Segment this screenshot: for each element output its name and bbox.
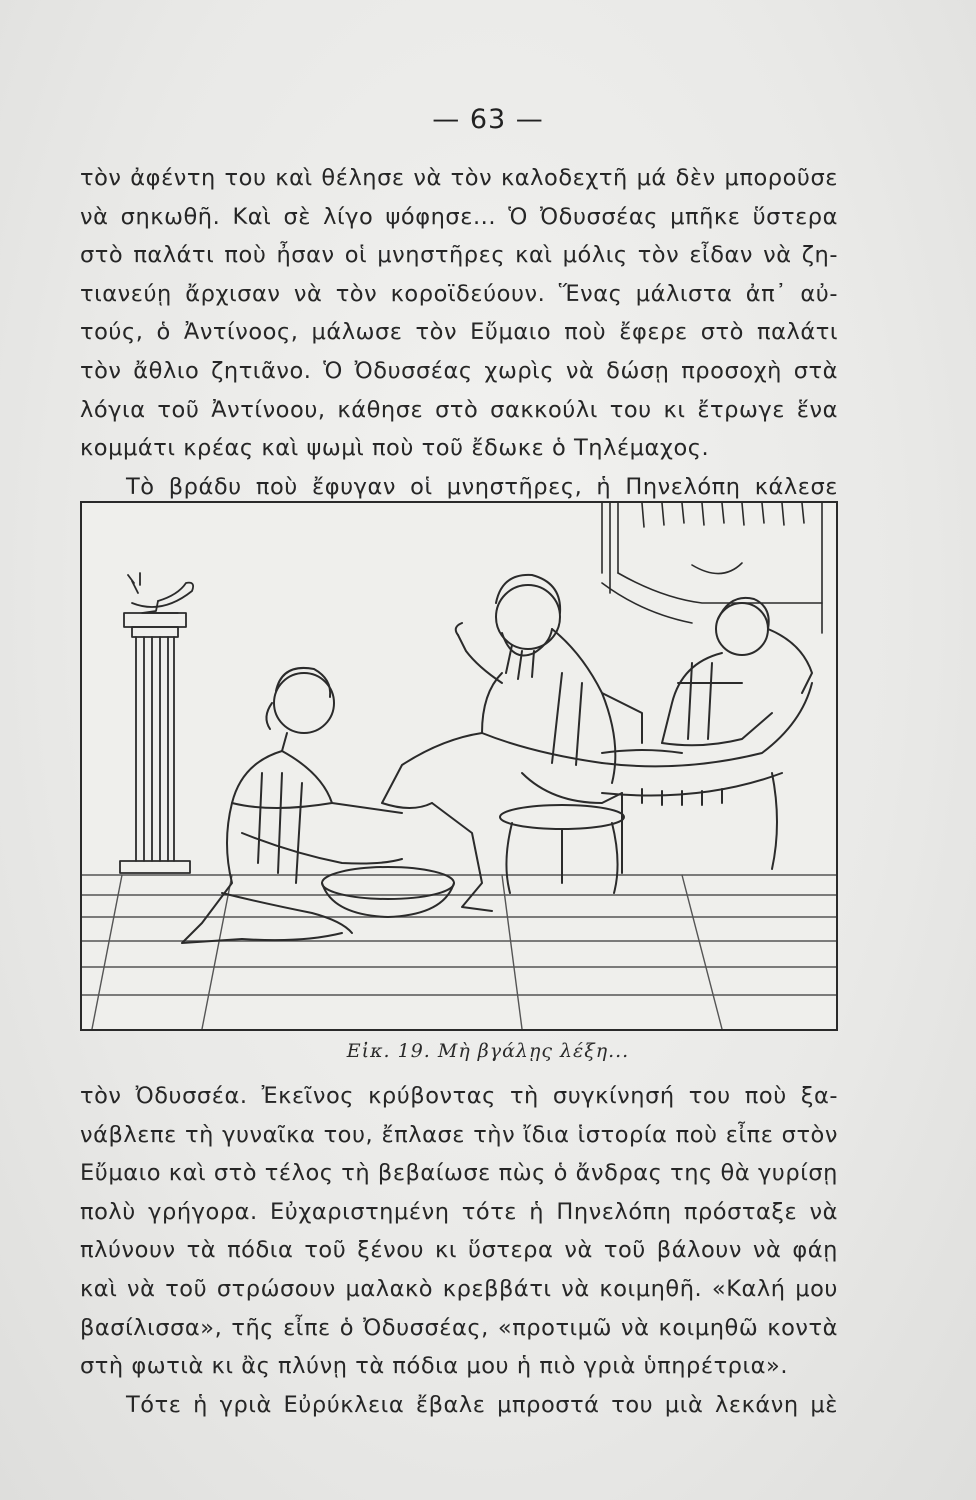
reclining-penelope [602, 598, 812, 753]
text-line: τούς, ὁ Ἀντίνοος, μάλωσε τὸν Εὔμαιο ποὺ ἔφερε στὸ παλάτι [80, 319, 838, 346]
text-line: πλύνουν τὰ πόδια τοῦ ξένου κι ὕστερα νὰ τοῦ βάλουν νὰ φάῃ [80, 1237, 838, 1264]
text-line: βασίλισσα», τῆς εἶπε ὁ Ὀδυσσέας, «προτιμῶ νὰ κοιμηθῶ κοντὰ [80, 1314, 838, 1341]
seated-odysseus [382, 575, 642, 911]
text-line: νὰ σηκωθῆ. Καὶ σὲ λίγο ψόφησε... Ὁ Ὀδυσσέας μπῆκε ὕστερα [80, 203, 838, 230]
floor-hatching [82, 875, 836, 1029]
curtain [602, 503, 822, 633]
text-line: λόγια τοῦ Ἀντίνοου, κάθησε στὸ σακκούλι του κι ἔτρωγε ἕνα [80, 396, 838, 423]
engraving-illustration [82, 503, 836, 1029]
oil-lamp [128, 573, 193, 613]
text-line: νάβλεπε τὴ γυναῖκα του, ἔπλασε τὴν ἴδια ἱστορία ποὺ εἶπε στὸν [80, 1121, 838, 1148]
column [120, 613, 190, 873]
text-line: τὸν ἄθλιο ζητιᾶνο. Ὁ Ὀδυσσέας χωρὶς νὰ δώσῃ προσοχὴ στὰ [80, 357, 838, 384]
text-line: κομμάτι κρέας καὶ ψωμὶ ποὺ τοῦ ἔδωκε ὁ Τηλέμαχος. [80, 435, 710, 462]
text-line: Τὸ βράδυ ποὺ ἔφυγαν οἱ μνηστῆρες, ἡ Πηνελόπη κάλεσε [126, 473, 838, 500]
text-line: τὸν ἀφέντη του καὶ θέλησε νὰ τὸν καλοδεχτῆ μά δὲν μποροῦσε [80, 165, 838, 191]
text-line: καὶ νὰ τοῦ στρώσουν μαλακὸ κρεββάτι νὰ κοιμηθῆ. «Καλή μου [80, 1275, 838, 1302]
text-line: Τότε ἡ γριὰ Εὐρύκλεια ἔβαλε μπροστά του μιὰ λεκάνη μὲ [126, 1391, 838, 1418]
text-line: τιανεύῃ ἄρχισαν νὰ τὸν κοροϊδεύουν. Ἕνας μάλιστα ἀπ᾽ αὐ- [80, 280, 838, 307]
text-line: Εὔμαιο καὶ στὸ τέλος τὴ βεβαίωσε πὼς ὁ ἄνδρας της θὰ γυρίσῃ [80, 1160, 838, 1187]
illustration-figure [80, 501, 838, 1031]
stool [500, 805, 624, 893]
text-line: τὸν Ὀδυσσέα. Ἐκεῖνος κρύβοντας τὴ συγκίνησή του ποὺ ξα- [80, 1083, 838, 1109]
figure-caption: Εἰκ. 19. Μὴ βγάλῃς λέξη... [346, 1040, 630, 1062]
text-line: στὸ παλάτι ποὺ ἦσαν οἱ μνηστῆρες καὶ μόλις τὸν εἶδαν νὰ ζη- [80, 242, 838, 269]
text-line: στὴ φωτιὰ κι ἂς πλύνῃ τὰ πόδια μου ἡ πιὸ γριὰ ὑπηρέτρια». [80, 1353, 789, 1380]
couch [602, 683, 812, 873]
page-number: — 63 — [432, 104, 544, 135]
bottom-text-block [80, 1077, 838, 1424]
text-line: πολὺ γρήγορα. Εὐχαριστημένη τότε ἡ Πηνελόπη πρόσταξε νὰ [80, 1198, 838, 1225]
top-text-block [80, 159, 838, 545]
kneeling-servant [182, 668, 402, 943]
